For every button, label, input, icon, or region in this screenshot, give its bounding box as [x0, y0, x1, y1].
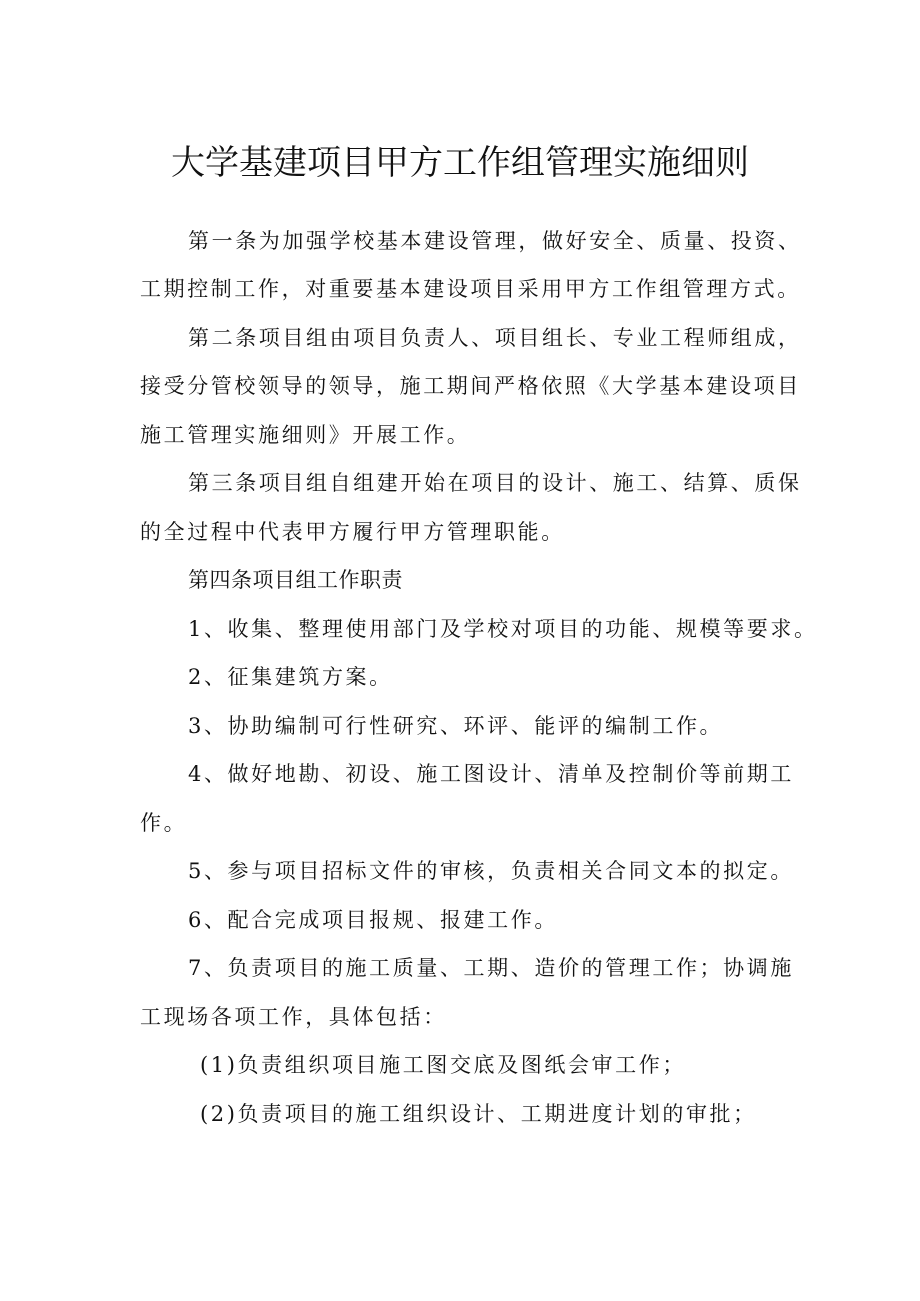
article-2-line-3: 施工管理实施细则》开展工作。: [140, 423, 471, 447]
duty-item-7-line-1: 7、负责项目的施工质量、工期、造价的管理工作；协调施: [188, 956, 794, 980]
duty-item-4-line-2: 作。: [140, 811, 188, 835]
duty-item-7-line-2: 工现场各项工作，具体包括：: [140, 1005, 447, 1029]
duty-item-6: 6、配合完成项目报规、报建工作。: [188, 908, 558, 932]
article-3-line-2: 的全过程中代表甲方履行甲方管理职能。: [140, 520, 565, 544]
duty-item-2: 2、征集建筑方案。: [188, 665, 393, 689]
article-4-heading: 第四条项目组工作职责: [188, 568, 403, 592]
article-2-line-1: 第二条项目组由项目负责人、项目组长、专业工程师组成，: [188, 326, 802, 350]
sub-item-1: (1)负责组织项目施工图交底及图纸会审工作；: [200, 1053, 686, 1077]
article-1-line-1: 第一条为加强学校基本建设管理，做好安全、质量、投资、: [188, 229, 802, 253]
sub-item-2: (2)负责项目的施工组织设计、工期进度计划的审批；: [200, 1102, 757, 1126]
duty-item-3: 3、协助编制可行性研究、环评、能评的编制工作。: [188, 714, 724, 738]
article-2-line-2: 接受分管校领导的领导，施工期间严格依照《大学基本建设项目: [140, 374, 801, 398]
duty-item-4-line-1: 4、做好地勘、初设、施工图设计、清单及控制价等前期工: [188, 762, 794, 786]
article-1-line-2: 工期控制工作，对重要基本建设项目采用甲方工作组管理方式。: [140, 277, 801, 301]
duty-item-1: 1、收集、整理使用部门及学校对项目的功能、规模等要求。: [188, 617, 818, 641]
article-3-line-1: 第三条项目组自组建开始在项目的设计、施工、结算、质保: [188, 471, 802, 495]
document-title: 大学基建项目甲方工作组管理实施细则: [171, 143, 749, 183]
duty-item-5: 5、参与项目招标文件的审核，负责相关合同文本的拟定。: [188, 859, 794, 883]
